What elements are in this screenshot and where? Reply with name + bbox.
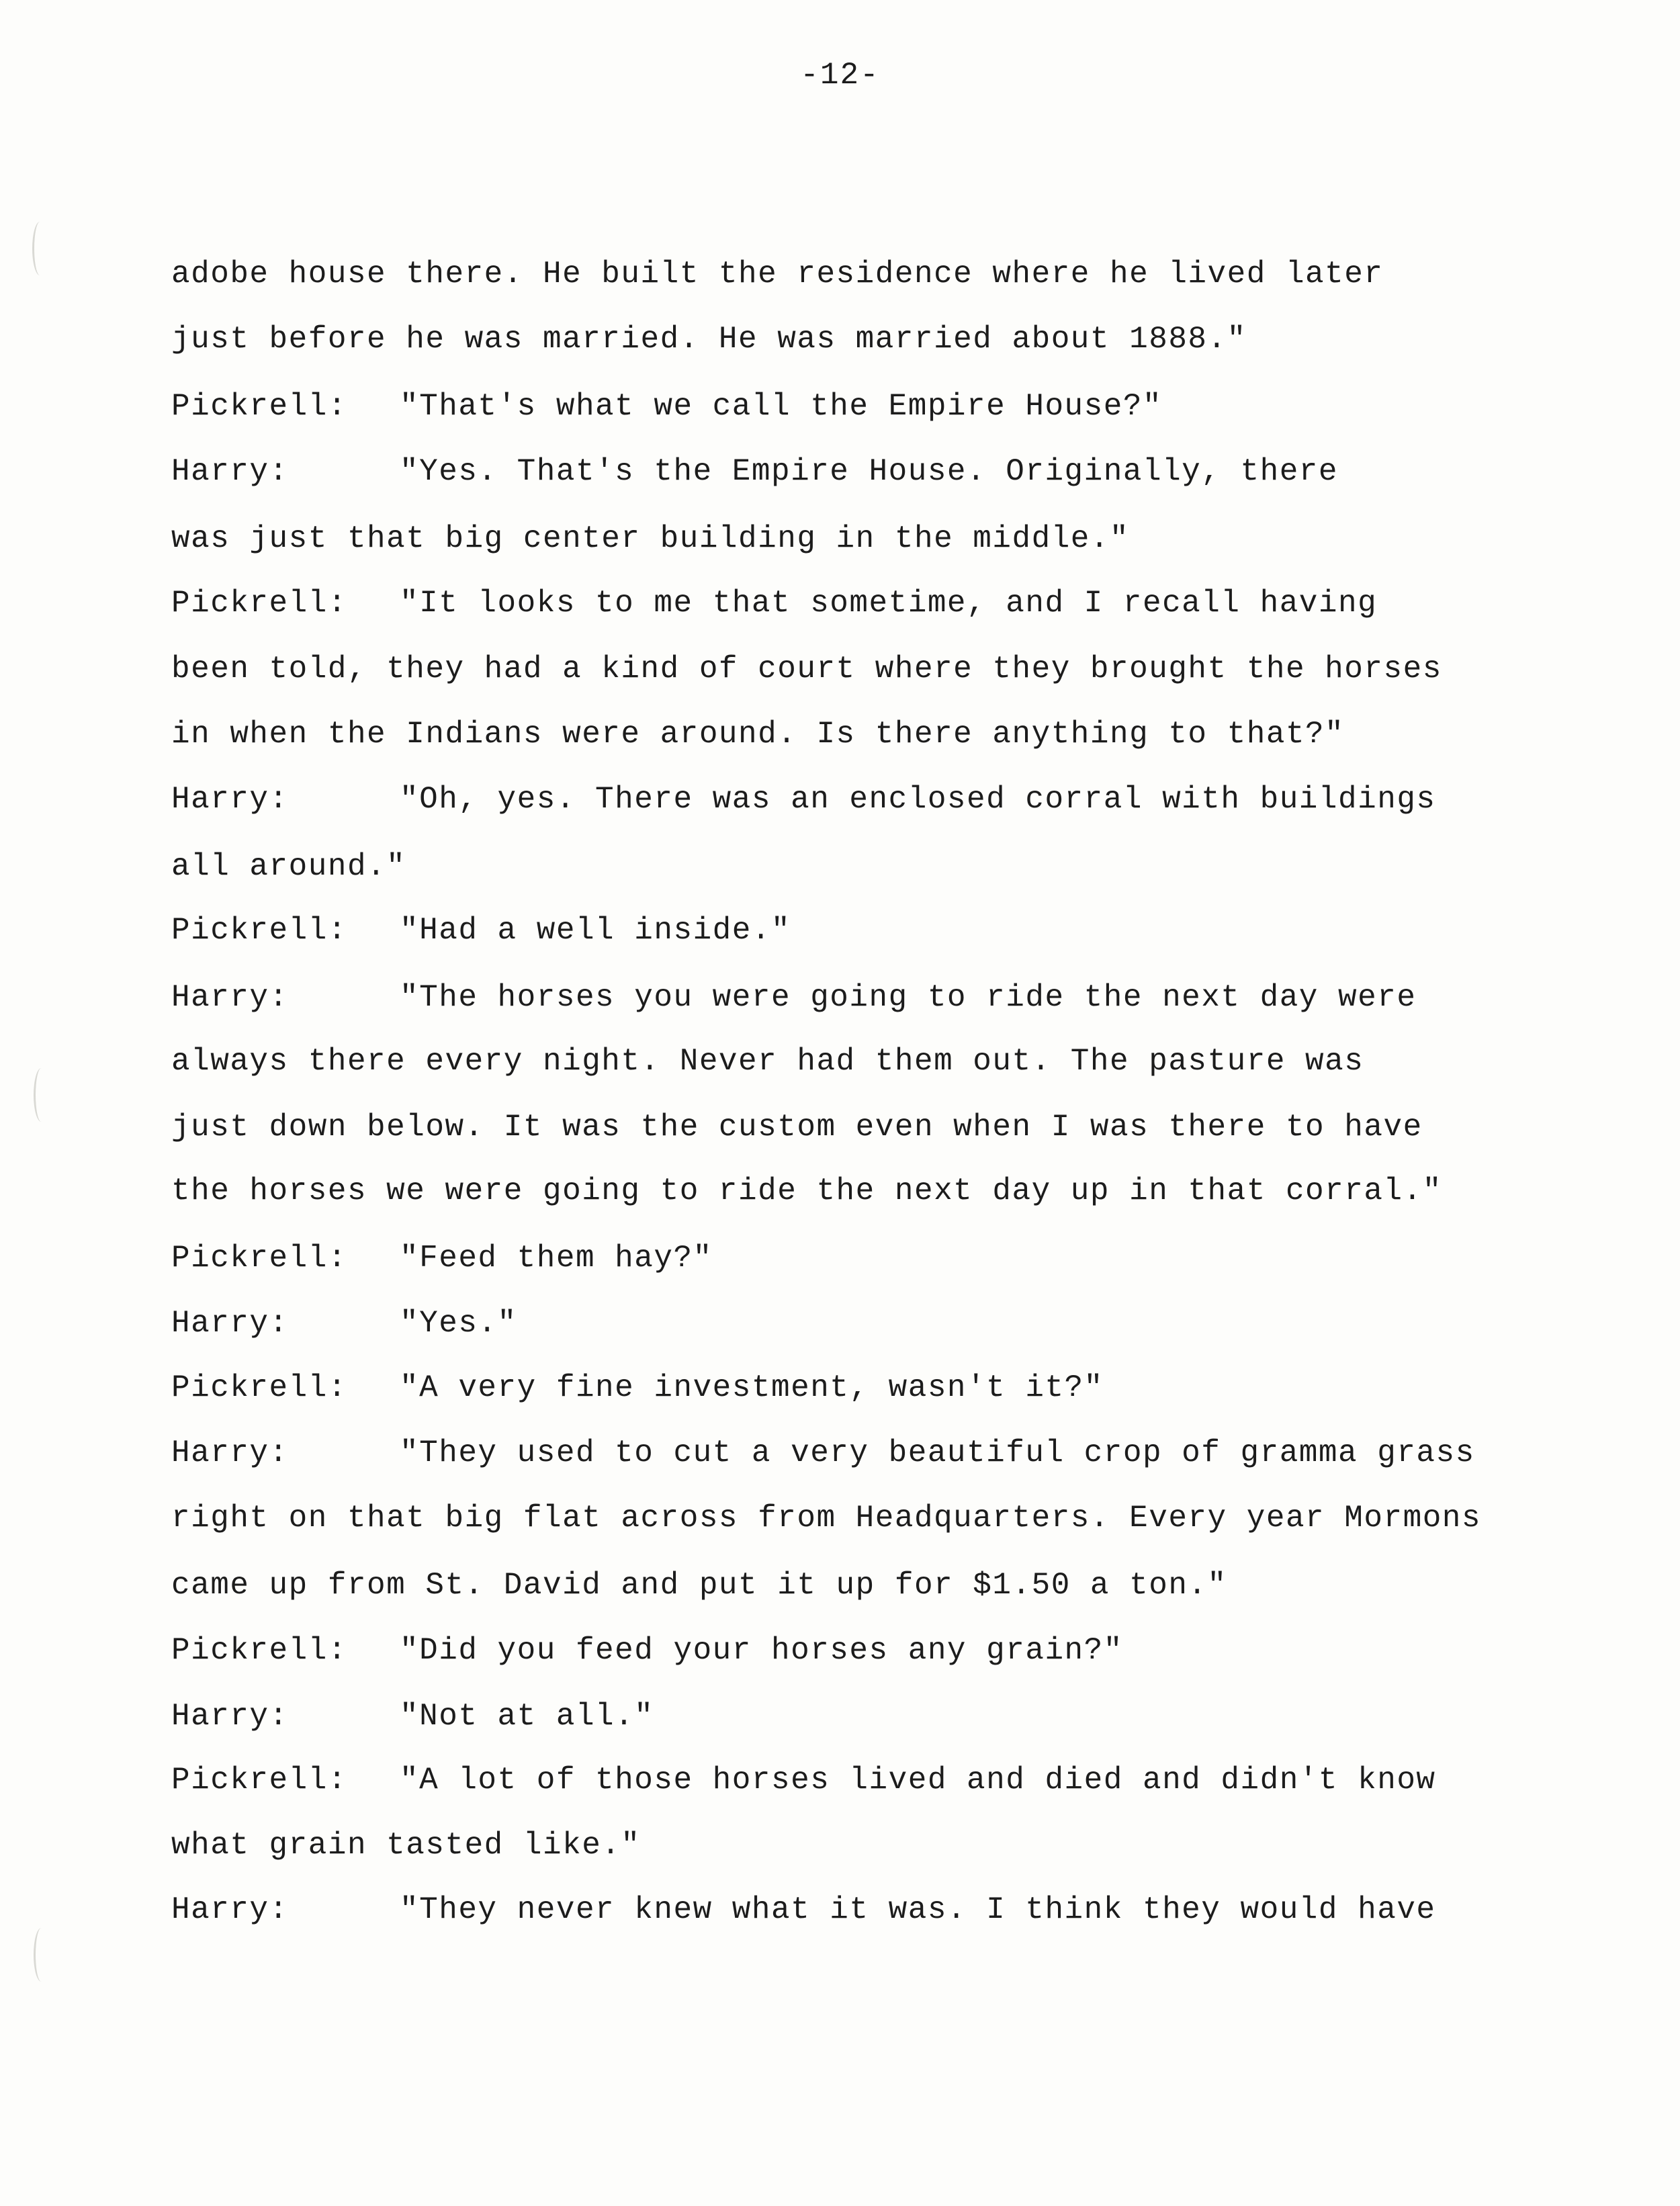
speaker-label: Pickrell:	[171, 913, 347, 948]
transcript-line	[171, 1041, 1364, 1082]
transcript-line	[171, 910, 791, 951]
transcript-line	[171, 1890, 1436, 1930]
transcript-line	[171, 1107, 1423, 1147]
line-text: "The horses you were going to ride the next day were	[400, 980, 1417, 1015]
line-text: "Did you feed your horses any grain?"	[400, 1633, 1123, 1668]
transcript-line	[171, 451, 1338, 492]
speaker-label: Harry:	[171, 1436, 289, 1470]
line-text: came up from St. David and put it up for $1.50 a ton."	[171, 1568, 1227, 1603]
line-text: "A lot of those horses lived and died and didn't know	[400, 1763, 1436, 1798]
speaker-label: Harry:	[171, 782, 289, 817]
paper-edge-mark	[34, 1928, 49, 1982]
line-text: just before he was married. He was married about 1888."	[171, 322, 1247, 357]
speaker-label: Harry:	[171, 454, 289, 489]
line-text: "They used to cut a very beautiful crop of gramma grass	[400, 1436, 1475, 1470]
speaker-label: Pickrell:	[171, 1370, 347, 1405]
line-text: "A very fine investment, wasn't it?"	[400, 1370, 1104, 1405]
transcript-line	[171, 386, 1162, 427]
transcript-line	[171, 519, 1129, 559]
transcript-line	[171, 1565, 1227, 1605]
transcript-line	[171, 846, 406, 887]
line-text: "It looks to me that sometime, and I recall having	[400, 586, 1378, 621]
line-text: just down below. It was the custom even when I was there to have	[171, 1110, 1423, 1145]
speaker-label: Pickrell:	[171, 1241, 347, 1276]
line-text: been told, they had a kind of court where they brought the horses	[171, 652, 1442, 687]
transcript-line	[171, 1171, 1442, 1211]
line-text: "Yes. That's the Empire House. Originally, there	[400, 454, 1339, 489]
transcript-line	[171, 254, 1383, 294]
line-text: "Had a well inside."	[400, 913, 791, 948]
line-text: was just that big center building in the middle."	[171, 521, 1130, 556]
page-number: -12-	[800, 58, 880, 93]
line-text: "Oh, yes. There was an enclosed corral with buildings	[400, 782, 1436, 817]
transcript-line	[171, 1368, 1104, 1408]
transcript-line	[171, 779, 1436, 820]
speaker-label: Harry:	[171, 1699, 289, 1734]
line-text: adobe house there. He built the residence where he lived later	[171, 257, 1384, 292]
transcript-line	[171, 583, 1377, 623]
line-text: "Feed them hay?"	[400, 1241, 713, 1276]
speaker-label: Harry:	[171, 980, 289, 1015]
line-text: in when the Indians were around. Is there anything to that?"	[171, 717, 1345, 752]
line-text: always there every night. Never had them out. The pasture was	[171, 1044, 1364, 1079]
paper-edge-mark	[34, 1068, 49, 1122]
line-text: right on that big flat across from Headquarters. Every year Mormons	[171, 1501, 1482, 1536]
line-text: "That's what we call the Empire House?"	[400, 389, 1163, 424]
transcript-line	[171, 649, 1442, 689]
speaker-label: Pickrell:	[171, 389, 347, 424]
line-text: all around."	[171, 849, 406, 884]
speaker-label: Harry:	[171, 1892, 289, 1927]
transcript-line	[171, 1825, 641, 1865]
speaker-label: Harry:	[171, 1306, 289, 1341]
speaker-label: Pickrell:	[171, 586, 347, 621]
line-text: "Not at all."	[400, 1699, 654, 1734]
paper-edge-mark	[32, 222, 48, 275]
line-text: "Yes."	[400, 1306, 517, 1341]
line-text: what grain tasted like."	[171, 1828, 641, 1863]
transcript-line	[171, 1630, 1123, 1671]
speaker-label: Pickrell:	[171, 1633, 347, 1668]
transcript-line	[171, 977, 1416, 1018]
transcript-line	[171, 1303, 517, 1343]
transcript-line	[171, 1433, 1475, 1473]
line-text: "They never knew what it was. I think they would have	[400, 1892, 1436, 1927]
speaker-label: Pickrell:	[171, 1763, 347, 1798]
transcript-line	[171, 1238, 713, 1278]
transcript-line	[171, 1498, 1481, 1538]
transcript-line	[171, 1760, 1436, 1800]
line-text: the horses we were going to ride the next day up in that corral."	[171, 1174, 1442, 1208]
transcript-line	[171, 319, 1247, 359]
transcript-line	[171, 714, 1344, 754]
transcript-line	[171, 1696, 654, 1736]
